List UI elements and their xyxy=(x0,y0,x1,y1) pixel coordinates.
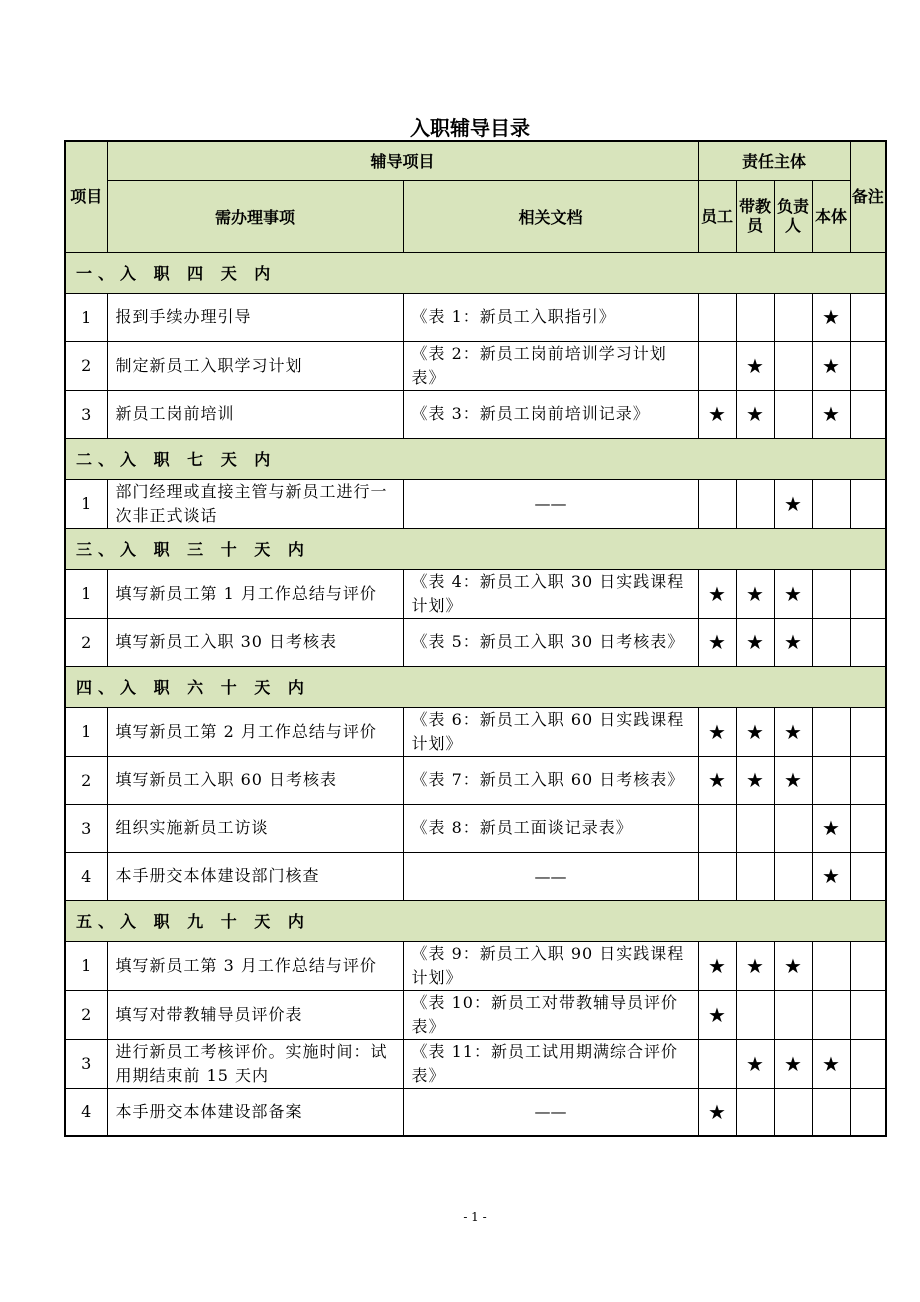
row-document: —— xyxy=(403,852,698,900)
row-item: 本手册交本体建设部门核查 xyxy=(107,852,403,900)
row-document: 《表 7：新员工入职 60 日考核表》 xyxy=(403,756,698,804)
row-item: 本手册交本体建设部备案 xyxy=(107,1088,403,1136)
remark-cell xyxy=(850,1039,886,1088)
row-document: 《表 3：新员工岗前培训记录》 xyxy=(403,390,698,438)
table-row xyxy=(65,569,886,618)
row-item: 填写新员工第 2 月工作总结与评价 xyxy=(107,707,403,756)
mark-body: ★ xyxy=(812,852,850,900)
remark-cell xyxy=(850,804,886,852)
mark-mentor: ★ xyxy=(736,618,774,666)
section-label: 五、入 职 九 十 天 内 xyxy=(65,900,886,941)
section-row xyxy=(65,666,886,707)
row-item: 制定新员工入职学习计划 xyxy=(107,341,403,390)
page-number: - 1 - xyxy=(463,1210,487,1224)
section-label: 四、入 职 六 十 天 内 xyxy=(65,666,886,707)
mark-body: ★ xyxy=(812,804,850,852)
mark-mentor xyxy=(736,804,774,852)
mark-body xyxy=(812,941,850,990)
table-row xyxy=(65,618,886,666)
row-number: 2 xyxy=(65,990,107,1039)
mark-body xyxy=(812,1088,850,1136)
table-row xyxy=(65,390,886,438)
row-document: 《表 11：新员工试用期满综合评价表》 xyxy=(403,1039,698,1088)
mark-employee: ★ xyxy=(698,618,736,666)
mark-employee: ★ xyxy=(698,756,736,804)
row-number: 3 xyxy=(65,804,107,852)
remark-cell xyxy=(850,479,886,528)
mark-employee xyxy=(698,804,736,852)
header-project: 项目 xyxy=(65,141,107,252)
remark-cell xyxy=(850,341,886,390)
row-document: 《表 6：新员工入职 60 日实践课程计划》 xyxy=(403,707,698,756)
mark-body xyxy=(812,756,850,804)
mark-mentor: ★ xyxy=(736,1039,774,1088)
table-row xyxy=(65,1088,886,1136)
mark-body xyxy=(812,707,850,756)
mark-manager: ★ xyxy=(774,707,812,756)
mark-manager xyxy=(774,990,812,1039)
mark-manager xyxy=(774,1088,812,1136)
mark-employee: ★ xyxy=(698,569,736,618)
row-item: 部门经理或直接主管与新员工进行一次非正式谈话 xyxy=(107,479,403,528)
mark-manager: ★ xyxy=(774,1039,812,1088)
row-document: 《表 10：新员工对带教辅导员评价表》 xyxy=(403,990,698,1039)
mark-manager xyxy=(774,341,812,390)
header-guidance: 辅导项目 xyxy=(107,141,698,180)
row-document: —— xyxy=(403,479,698,528)
mark-manager xyxy=(774,804,812,852)
row-number: 1 xyxy=(65,569,107,618)
header-responsible: 责任主体 xyxy=(698,141,850,180)
row-item: 填写新员工入职 30 日考核表 xyxy=(107,618,403,666)
header-manager: 负责人 xyxy=(774,180,812,252)
mark-manager xyxy=(774,852,812,900)
row-item: 报到手续办理引导 xyxy=(107,293,403,341)
mark-employee xyxy=(698,293,736,341)
table-body xyxy=(65,252,886,1136)
table-row xyxy=(65,756,886,804)
section-label: 二、入 职 七 天 内 xyxy=(65,438,886,479)
table-row xyxy=(65,941,886,990)
mark-body: ★ xyxy=(812,1039,850,1088)
mark-body xyxy=(812,479,850,528)
section-label: 三、入 职 三 十 天 内 xyxy=(65,528,886,569)
row-item: 新员工岗前培训 xyxy=(107,390,403,438)
header-docs: 相关文档 xyxy=(403,180,698,252)
table-row xyxy=(65,1039,886,1088)
table-row xyxy=(65,341,886,390)
row-number: 1 xyxy=(65,707,107,756)
mark-manager: ★ xyxy=(774,569,812,618)
mark-body xyxy=(812,618,850,666)
remark-cell xyxy=(850,707,886,756)
row-number: 4 xyxy=(65,852,107,900)
row-item: 进行新员工考核评价。实施时间：试用期结束前 15 天内 xyxy=(107,1039,403,1088)
row-document: 《表 4：新员工入职 30 日实践课程计划》 xyxy=(403,569,698,618)
mark-mentor xyxy=(736,479,774,528)
row-document: —— xyxy=(403,1088,698,1136)
table-row xyxy=(65,804,886,852)
row-item: 填写新员工入职 60 日考核表 xyxy=(107,756,403,804)
remark-cell xyxy=(850,756,886,804)
remark-cell xyxy=(850,990,886,1039)
page-title: 入职辅导目录 xyxy=(410,116,530,140)
remark-cell xyxy=(850,852,886,900)
mark-manager: ★ xyxy=(774,756,812,804)
mark-employee xyxy=(698,1039,736,1088)
mark-body xyxy=(812,990,850,1039)
row-number: 1 xyxy=(65,941,107,990)
mark-manager: ★ xyxy=(774,479,812,528)
mark-body: ★ xyxy=(812,293,850,341)
mark-employee: ★ xyxy=(698,990,736,1039)
mark-mentor xyxy=(736,852,774,900)
mark-manager xyxy=(774,390,812,438)
table-row xyxy=(65,293,886,341)
row-document: 《表 2：新员工岗前培训学习计划表》 xyxy=(403,341,698,390)
section-label: 一、入 职 四 天 内 xyxy=(65,252,886,293)
table-row xyxy=(65,852,886,900)
row-number: 2 xyxy=(65,756,107,804)
row-item: 填写新员工第 3 月工作总结与评价 xyxy=(107,941,403,990)
remark-cell xyxy=(850,941,886,990)
mark-body xyxy=(812,569,850,618)
mark-employee: ★ xyxy=(698,390,736,438)
mark-mentor xyxy=(736,990,774,1039)
mark-mentor: ★ xyxy=(736,756,774,804)
header-body: 本体 xyxy=(812,180,850,252)
row-document: 《表 1：新员工入职指引》 xyxy=(403,293,698,341)
header-remark: 备注 xyxy=(850,141,886,252)
row-number: 4 xyxy=(65,1088,107,1136)
header-mentor: 带教员 xyxy=(736,180,774,252)
table-row xyxy=(65,479,886,528)
mark-mentor: ★ xyxy=(736,390,774,438)
mark-employee xyxy=(698,479,736,528)
row-number: 1 xyxy=(65,293,107,341)
mark-manager: ★ xyxy=(774,941,812,990)
row-number: 3 xyxy=(65,1039,107,1088)
remark-cell xyxy=(850,390,886,438)
row-number: 3 xyxy=(65,390,107,438)
table-row xyxy=(65,990,886,1039)
row-document: 《表 8：新员工面谈记录表》 xyxy=(403,804,698,852)
table-row xyxy=(65,707,886,756)
row-item: 填写对带教辅导员评价表 xyxy=(107,990,403,1039)
header-employee: 员工 xyxy=(698,180,736,252)
mark-mentor: ★ xyxy=(736,569,774,618)
mark-mentor: ★ xyxy=(736,707,774,756)
remark-cell xyxy=(850,569,886,618)
mark-employee xyxy=(698,341,736,390)
remark-cell xyxy=(850,618,886,666)
row-number: 2 xyxy=(65,618,107,666)
row-document: 《表 9：新员工入职 90 日实践课程计划》 xyxy=(403,941,698,990)
remark-cell xyxy=(850,1088,886,1136)
remark-cell xyxy=(850,293,886,341)
mark-employee xyxy=(698,852,736,900)
mark-employee: ★ xyxy=(698,707,736,756)
mark-body: ★ xyxy=(812,390,850,438)
row-item: 组织实施新员工访谈 xyxy=(107,804,403,852)
header-matter: 需办理事项 xyxy=(107,180,403,252)
mark-employee: ★ xyxy=(698,941,736,990)
section-row xyxy=(65,528,886,569)
guidance-table xyxy=(64,140,887,1137)
mark-manager: ★ xyxy=(774,618,812,666)
mark-manager xyxy=(774,293,812,341)
row-number: 1 xyxy=(65,479,107,528)
mark-employee: ★ xyxy=(698,1088,736,1136)
mark-mentor: ★ xyxy=(736,941,774,990)
mark-mentor xyxy=(736,1088,774,1136)
mark-body: ★ xyxy=(812,341,850,390)
row-number: 2 xyxy=(65,341,107,390)
section-row xyxy=(65,900,886,941)
mark-mentor: ★ xyxy=(736,341,774,390)
mark-mentor xyxy=(736,293,774,341)
section-row xyxy=(65,252,886,293)
section-row xyxy=(65,438,886,479)
row-item: 填写新员工第 1 月工作总结与评价 xyxy=(107,569,403,618)
row-document: 《表 5：新员工入职 30 日考核表》 xyxy=(403,618,698,666)
